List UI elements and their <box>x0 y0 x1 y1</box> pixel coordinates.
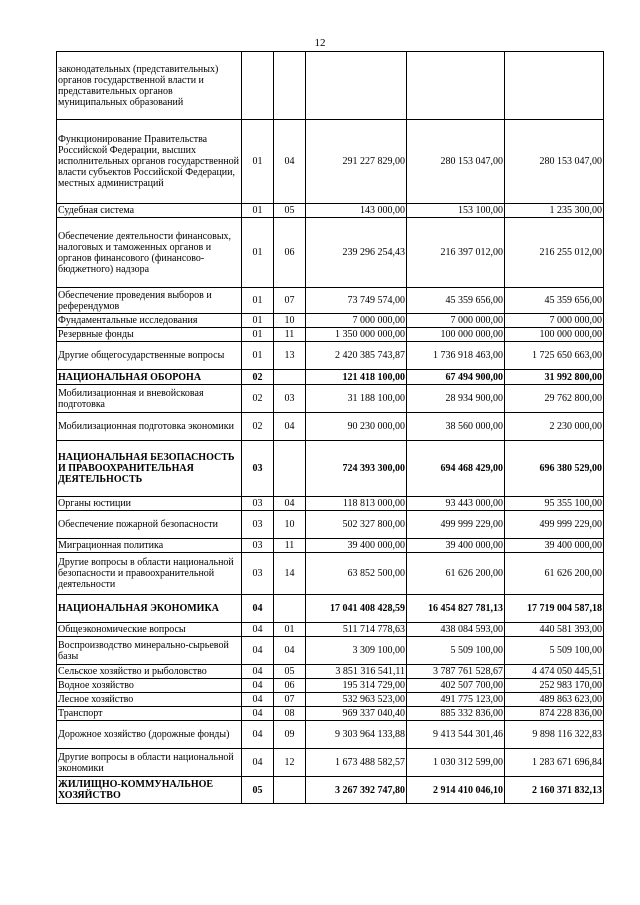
cell-section: 04 <box>242 623 274 637</box>
budget-table <box>56 51 604 804</box>
cell-name: НАЦИОНАЛЬНАЯ ЭКОНОМИКА <box>57 595 242 623</box>
cell-section: 01 <box>242 204 274 218</box>
table-row <box>57 511 604 539</box>
cell-amount-1: 969 337 040,40 <box>306 707 407 721</box>
cell-name: Другие вопросы в области национальной экономики <box>57 749 242 777</box>
cell-name: Обеспечение проведения выборов и референдумов <box>57 288 242 314</box>
table-row <box>57 637 604 665</box>
cell-name: Общеэкономические вопросы <box>57 623 242 637</box>
cell-subsection: 06 <box>274 679 306 693</box>
cell-name: Мобилизационная подготовка экономики <box>57 413 242 441</box>
cell-amount-3: 1 725 650 663,00 <box>505 342 604 370</box>
cell-subsection: 11 <box>274 539 306 553</box>
cell-amount-1: 143 000,00 <box>306 204 407 218</box>
cell-subsection: 08 <box>274 707 306 721</box>
cell-amount-1: 724 393 300,00 <box>306 441 407 497</box>
cell-subsection <box>274 595 306 623</box>
cell-section: 02 <box>242 413 274 441</box>
cell-name: Дорожное хозяйство (дорожные фонды) <box>57 721 242 749</box>
cell-name: Резервные фонды <box>57 328 242 342</box>
table-row <box>57 52 604 120</box>
cell-name: Другие вопросы в области национальной безопасности и правоохранительной деятельности <box>57 553 242 595</box>
table-row <box>57 385 604 413</box>
cell-section: 01 <box>242 218 274 288</box>
cell-section: 03 <box>242 441 274 497</box>
cell-name: Другие общегосударственные вопросы <box>57 342 242 370</box>
cell-name: ЖИЛИЩНО-КОММУНАЛЬНОЕ ХОЗЯЙСТВО <box>57 777 242 804</box>
cell-subsection: 14 <box>274 553 306 595</box>
cell-section: 04 <box>242 637 274 665</box>
cell-amount-3: 95 355 100,00 <box>505 497 604 511</box>
table-row <box>57 707 604 721</box>
cell-amount-3: 2 230 000,00 <box>505 413 604 441</box>
cell-amount-2: 61 626 200,00 <box>407 553 505 595</box>
cell-name: НАЦИОНАЛЬНАЯ БЕЗОПАСНОСТЬ И ПРАВООХРАНИТЕЛЬНАЯ ДЕЯТЕЛЬНОСТЬ <box>57 441 242 497</box>
cell-section: 04 <box>242 595 274 623</box>
cell-amount-2: 216 397 012,00 <box>407 218 505 288</box>
cell-name: законодательных (представительных) органов государственной власти и представительных органов муниципальных образований <box>57 52 242 120</box>
cell-name: Органы юстиции <box>57 497 242 511</box>
cell-amount-1: 195 314 729,00 <box>306 679 407 693</box>
cell-amount-1: 63 852 500,00 <box>306 553 407 595</box>
cell-amount-2: 7 000 000,00 <box>407 314 505 328</box>
cell-section: 02 <box>242 385 274 413</box>
cell-amount-1: 291 227 829,00 <box>306 120 407 204</box>
cell-section <box>242 52 274 120</box>
cell-amount-2: 885 332 836,00 <box>407 707 505 721</box>
cell-name: Водное хозяйство <box>57 679 242 693</box>
cell-amount-2: 38 560 000,00 <box>407 413 505 441</box>
cell-amount-1: 31 188 100,00 <box>306 385 407 413</box>
cell-subsection: 11 <box>274 328 306 342</box>
cell-subsection: 03 <box>274 385 306 413</box>
table-row <box>57 693 604 707</box>
cell-section: 04 <box>242 707 274 721</box>
cell-amount-3: 100 000 000,00 <box>505 328 604 342</box>
page-number: 12 <box>314 37 326 49</box>
cell-section: 02 <box>242 370 274 385</box>
table-row <box>57 679 604 693</box>
cell-section: 03 <box>242 511 274 539</box>
cell-amount-3: 45 359 656,00 <box>505 288 604 314</box>
cell-amount-2: 67 494 900,00 <box>407 370 505 385</box>
cell-amount-2: 3 787 761 528,67 <box>407 665 505 679</box>
cell-section: 01 <box>242 328 274 342</box>
cell-amount-3: 1 235 300,00 <box>505 204 604 218</box>
table-row <box>57 553 604 595</box>
cell-subsection: 04 <box>274 413 306 441</box>
cell-amount-3: 39 400 000,00 <box>505 539 604 553</box>
table-row <box>57 497 604 511</box>
cell-amount-3: 499 999 229,00 <box>505 511 604 539</box>
cell-amount-1: 511 714 778,63 <box>306 623 407 637</box>
cell-subsection: 04 <box>274 120 306 204</box>
cell-amount-2: 694 468 429,00 <box>407 441 505 497</box>
cell-amount-3: 4 474 050 445,51 <box>505 665 604 679</box>
table-row <box>57 204 604 218</box>
cell-name: Сельское хозяйство и рыболовство <box>57 665 242 679</box>
cell-amount-2: 280 153 047,00 <box>407 120 505 204</box>
cell-section: 04 <box>242 721 274 749</box>
cell-amount-1 <box>306 52 407 120</box>
cell-subsection: 04 <box>274 497 306 511</box>
cell-amount-1: 118 813 000,00 <box>306 497 407 511</box>
cell-subsection: 10 <box>274 511 306 539</box>
table-row <box>57 665 604 679</box>
cell-amount-2: 16 454 827 781,13 <box>407 595 505 623</box>
cell-amount-2: 499 999 229,00 <box>407 511 505 539</box>
cell-subsection <box>274 777 306 804</box>
cell-amount-3 <box>505 52 604 120</box>
cell-amount-3: 216 255 012,00 <box>505 218 604 288</box>
cell-amount-1: 90 230 000,00 <box>306 413 407 441</box>
cell-amount-1: 239 296 254,43 <box>306 218 407 288</box>
cell-section: 04 <box>242 679 274 693</box>
cell-section: 04 <box>242 693 274 707</box>
cell-amount-3: 280 153 047,00 <box>505 120 604 204</box>
cell-amount-3: 17 719 004 587,18 <box>505 595 604 623</box>
cell-name: Функционирование Правительства Российской Федерации, высших исполнительных органов государственной власти субъектов Российской Федерации, местных администраций <box>57 120 242 204</box>
cell-name: Обеспечение пожарной безопасности <box>57 511 242 539</box>
cell-section: 03 <box>242 553 274 595</box>
cell-amount-1: 121 418 100,00 <box>306 370 407 385</box>
cell-amount-2: 1 030 312 599,00 <box>407 749 505 777</box>
cell-subsection <box>274 370 306 385</box>
cell-subsection: 09 <box>274 721 306 749</box>
cell-amount-3: 29 762 800,00 <box>505 385 604 413</box>
budget-table-body <box>57 52 604 804</box>
cell-subsection: 07 <box>274 288 306 314</box>
cell-amount-3: 31 992 800,00 <box>505 370 604 385</box>
table-row <box>57 721 604 749</box>
cell-name: Мобилизационная и вневойсковая подготовка <box>57 385 242 413</box>
table-row <box>57 539 604 553</box>
cell-section: 05 <box>242 777 274 804</box>
cell-amount-2 <box>407 52 505 120</box>
cell-subsection: 10 <box>274 314 306 328</box>
cell-section: 03 <box>242 539 274 553</box>
table-row <box>57 595 604 623</box>
cell-amount-1: 1 673 488 582,57 <box>306 749 407 777</box>
cell-subsection: 01 <box>274 623 306 637</box>
cell-amount-2: 100 000 000,00 <box>407 328 505 342</box>
cell-section: 04 <box>242 749 274 777</box>
cell-amount-3: 9 898 116 322,83 <box>505 721 604 749</box>
cell-amount-3: 7 000 000,00 <box>505 314 604 328</box>
cell-name: Транспорт <box>57 707 242 721</box>
cell-amount-1: 7 000 000,00 <box>306 314 407 328</box>
cell-amount-3: 489 863 623,00 <box>505 693 604 707</box>
cell-subsection: 07 <box>274 693 306 707</box>
cell-amount-3: 5 509 100,00 <box>505 637 604 665</box>
table-row <box>57 777 604 804</box>
cell-amount-2: 93 443 000,00 <box>407 497 505 511</box>
table-row <box>57 288 604 314</box>
cell-subsection: 12 <box>274 749 306 777</box>
cell-amount-1: 73 749 574,00 <box>306 288 407 314</box>
cell-amount-2: 2 914 410 046,10 <box>407 777 505 804</box>
cell-amount-3: 252 983 170,00 <box>505 679 604 693</box>
cell-amount-1: 3 267 392 747,80 <box>306 777 407 804</box>
cell-name: Судебная система <box>57 204 242 218</box>
cell-amount-3: 61 626 200,00 <box>505 553 604 595</box>
cell-section: 01 <box>242 314 274 328</box>
table-row <box>57 314 604 328</box>
cell-section: 01 <box>242 288 274 314</box>
table-row <box>57 413 604 441</box>
cell-section: 01 <box>242 120 274 204</box>
cell-amount-2: 39 400 000,00 <box>407 539 505 553</box>
cell-subsection: 05 <box>274 204 306 218</box>
cell-amount-1: 9 303 964 133,88 <box>306 721 407 749</box>
cell-subsection <box>274 52 306 120</box>
table-row <box>57 623 604 637</box>
cell-amount-1: 3 309 100,00 <box>306 637 407 665</box>
cell-amount-2: 1 736 918 463,00 <box>407 342 505 370</box>
cell-name: Миграционная политика <box>57 539 242 553</box>
cell-amount-3: 2 160 371 832,13 <box>505 777 604 804</box>
cell-name: Лесное хозяйство <box>57 693 242 707</box>
cell-name: НАЦИОНАЛЬНАЯ ОБОРОНА <box>57 370 242 385</box>
cell-amount-1: 3 851 316 541,11 <box>306 665 407 679</box>
cell-name: Обеспечение деятельности финансовых, налоговых и таможенных органов и органов финансового (финансово-бюджетного) надзора <box>57 218 242 288</box>
table-row <box>57 218 604 288</box>
cell-amount-2: 491 775 123,00 <box>407 693 505 707</box>
cell-amount-3: 1 283 671 696,84 <box>505 749 604 777</box>
cell-subsection: 06 <box>274 218 306 288</box>
cell-amount-1: 532 963 523,00 <box>306 693 407 707</box>
cell-subsection <box>274 441 306 497</box>
cell-amount-2: 45 359 656,00 <box>407 288 505 314</box>
table-row <box>57 370 604 385</box>
table-row <box>57 342 604 370</box>
cell-section: 03 <box>242 497 274 511</box>
table-row <box>57 120 604 204</box>
cell-amount-2: 402 507 700,00 <box>407 679 505 693</box>
cell-amount-1: 1 350 000 000,00 <box>306 328 407 342</box>
cell-amount-1: 39 400 000,00 <box>306 539 407 553</box>
cell-amount-2: 28 934 900,00 <box>407 385 505 413</box>
table-row <box>57 328 604 342</box>
cell-amount-2: 438 084 593,00 <box>407 623 505 637</box>
cell-amount-1: 17 041 408 428,59 <box>306 595 407 623</box>
cell-amount-3: 696 380 529,00 <box>505 441 604 497</box>
cell-amount-1: 502 327 800,00 <box>306 511 407 539</box>
cell-name: Воспроизводство минерально-сырьевой базы <box>57 637 242 665</box>
cell-amount-3: 440 581 393,00 <box>505 623 604 637</box>
cell-amount-1: 2 420 385 743,87 <box>306 342 407 370</box>
cell-amount-2: 5 509 100,00 <box>407 637 505 665</box>
cell-amount-3: 874 228 836,00 <box>505 707 604 721</box>
cell-subsection: 05 <box>274 665 306 679</box>
cell-subsection: 13 <box>274 342 306 370</box>
cell-subsection: 04 <box>274 637 306 665</box>
table-row <box>57 441 604 497</box>
table-row <box>57 749 604 777</box>
cell-section: 04 <box>242 665 274 679</box>
cell-amount-2: 153 100,00 <box>407 204 505 218</box>
cell-name: Фундаментальные исследования <box>57 314 242 328</box>
cell-section: 01 <box>242 342 274 370</box>
cell-amount-2: 9 413 544 301,46 <box>407 721 505 749</box>
